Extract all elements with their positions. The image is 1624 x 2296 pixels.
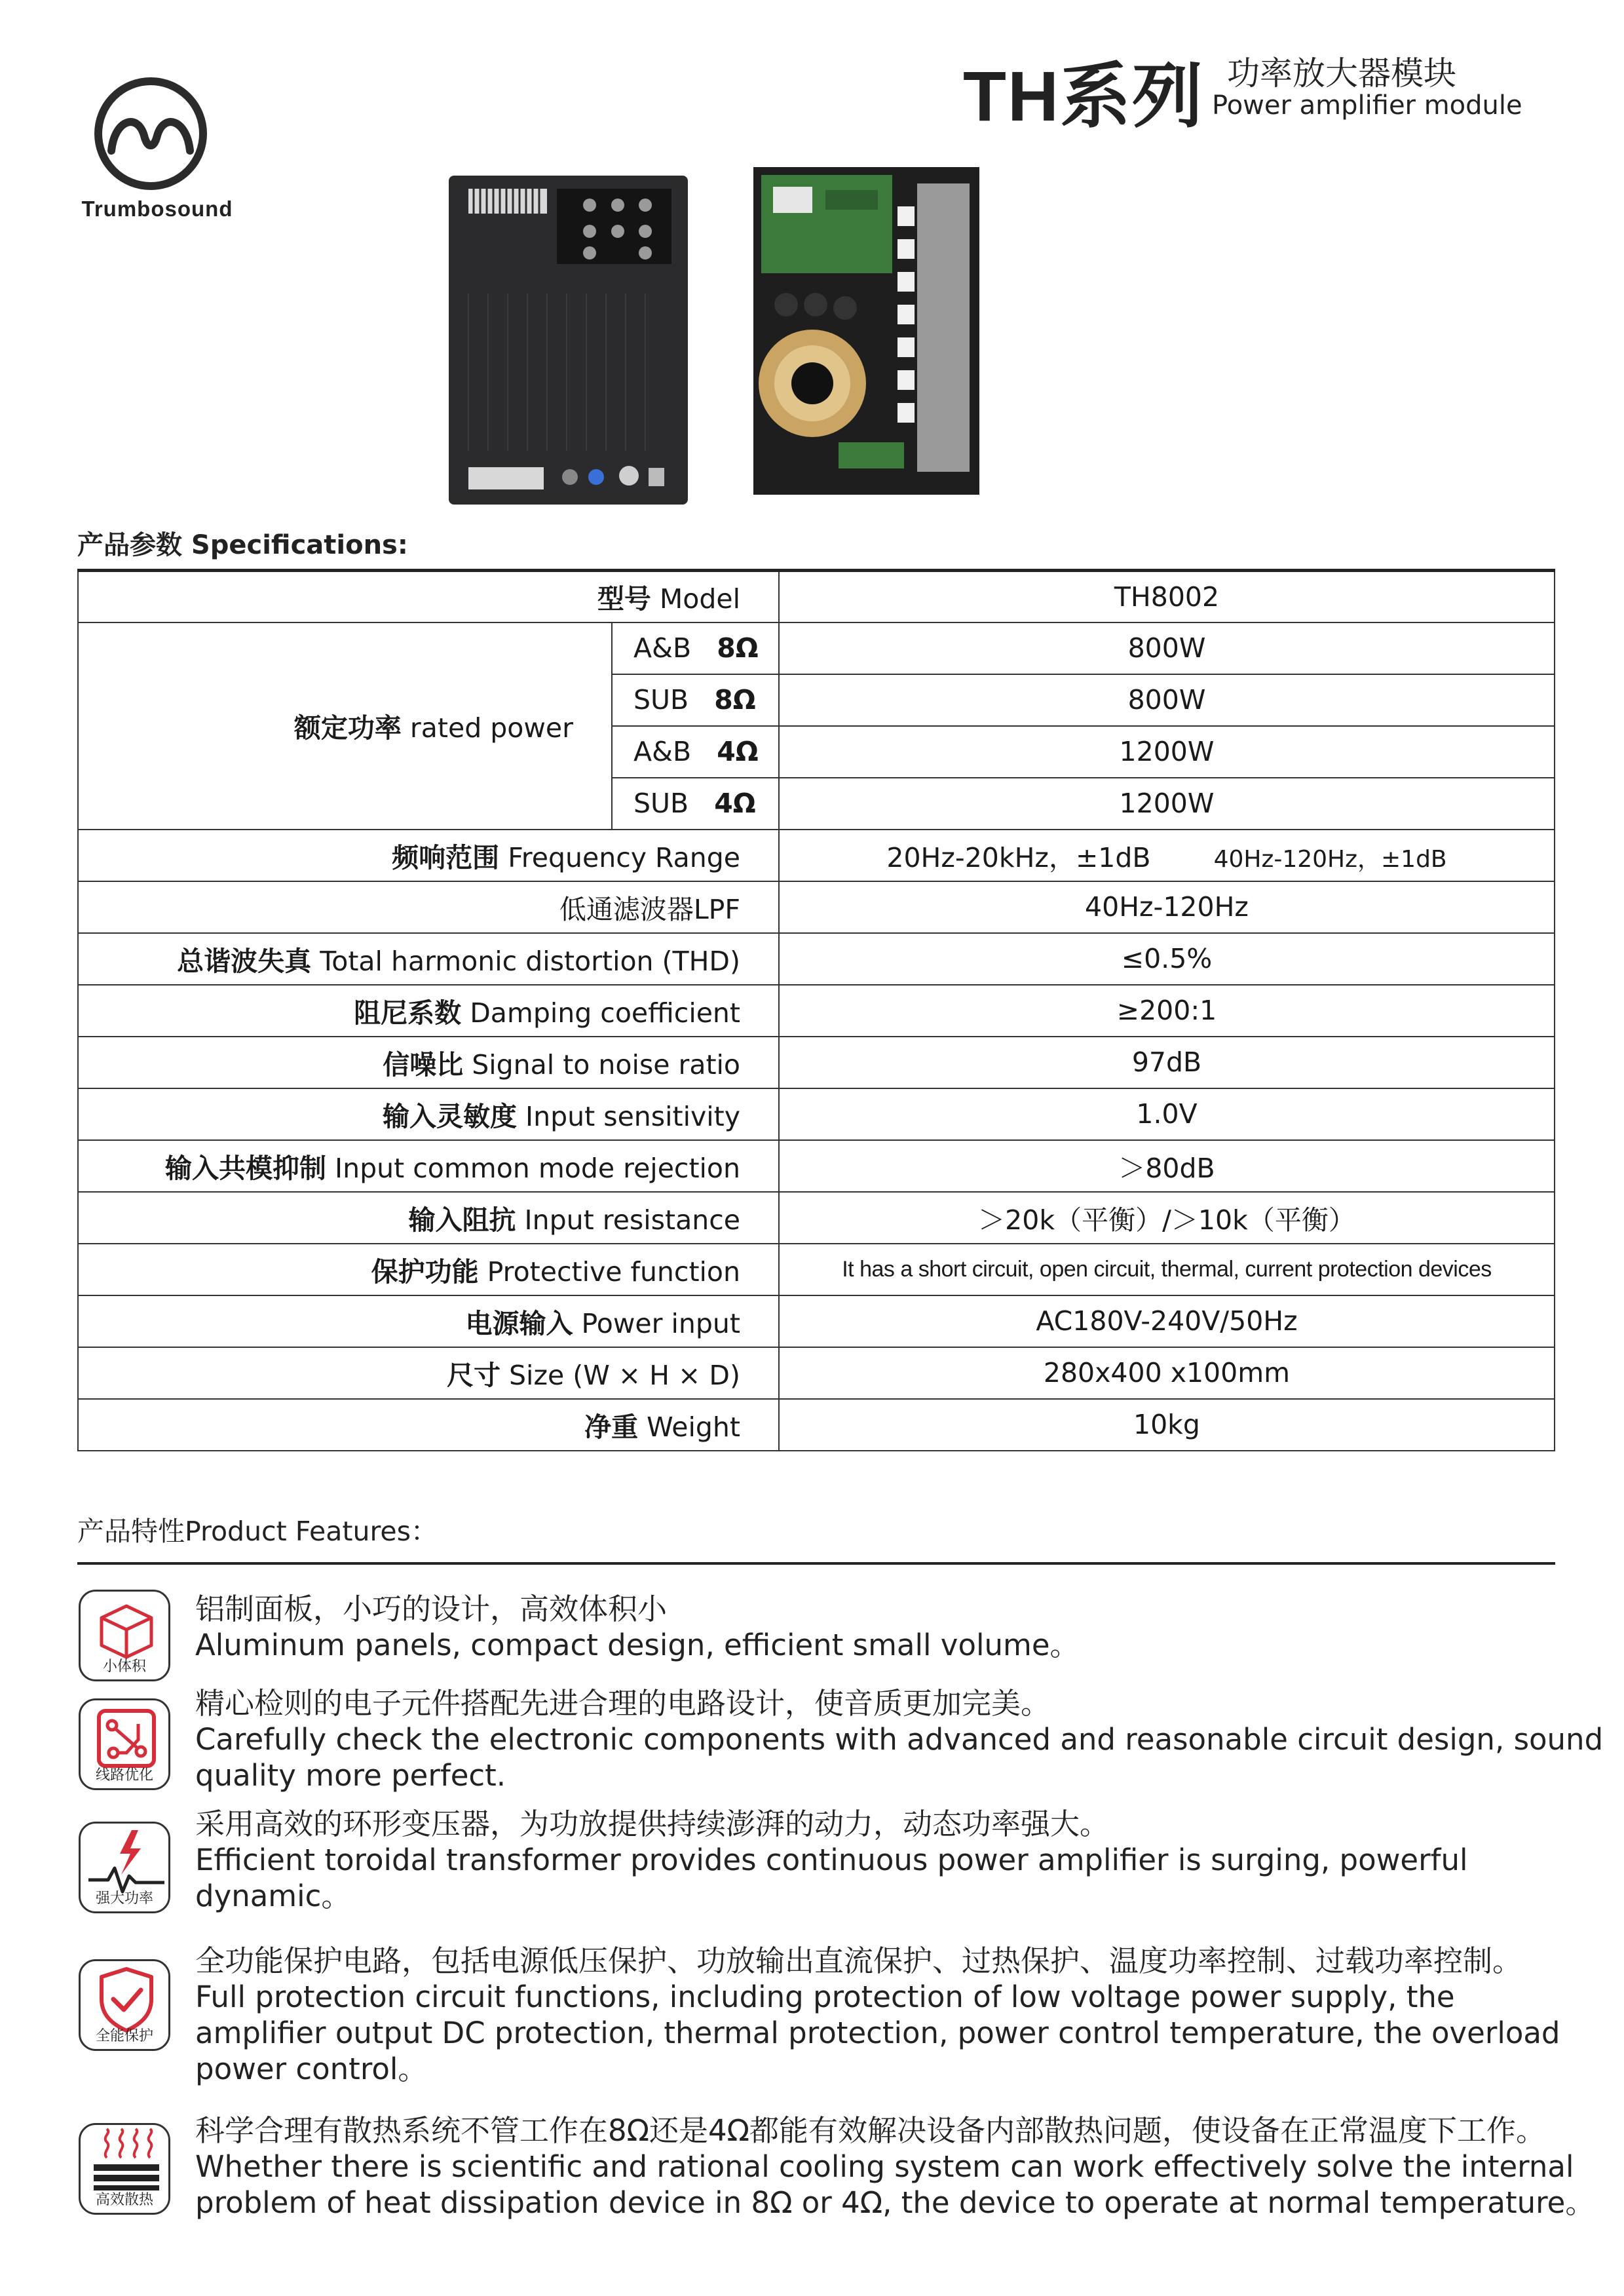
spec-label-thd: 总谐波失真 Total harmonic distortion (THD) [78, 933, 779, 985]
spec-label-size: 尺寸 Size (W × H × D) [78, 1347, 779, 1399]
spec-label-protective: 保护功能 Protective function [78, 1244, 779, 1295]
spec-value-cmr: ＞80dB [779, 1140, 1555, 1192]
spec-label-cmr: 输入共模抑制 Input common mode rejection [78, 1140, 779, 1192]
spec-label-model: 型号 Model [78, 571, 779, 622]
title-cn: 功率放大器模块 [1227, 54, 1456, 92]
product-photo-front [449, 176, 688, 505]
rated-power-value-1: 800W [779, 622, 1555, 674]
feature-caption: 小体积 [102, 1658, 146, 1675]
series-title: TH系列 [963, 56, 1204, 136]
spec-value-frequency: 20Hz-20kHz，±1dB 40Hz-120Hz，±1dB [779, 830, 1555, 881]
spec-label-power-input: 电源输入 Power input [78, 1295, 779, 1347]
product-photo-internal [753, 167, 979, 495]
spec-value-damping: ≥200:1 [779, 985, 1555, 1037]
spec-label-resistance: 输入阻抗 Input resistance [78, 1192, 779, 1244]
spec-label-weight: 净重 Weight [78, 1399, 779, 1451]
rated-power-value-2: 800W [779, 674, 1555, 726]
table-row [78, 1295, 1555, 1347]
specifications-table [77, 569, 1555, 1451]
circuit-icon [79, 1698, 170, 1790]
spec-value-weight: 10kg [779, 1399, 1555, 1451]
features-heading: 产品特性Product Features： [77, 1516, 438, 1547]
feature-text-4: 全功能保护电路，包括电源低压保护、功放输出直流保护、过热保护、温度功率控制、过载功率控制。 Full protection circuit functions, including protection of low voltage power supply, the amplifier output DC protection, thermal protection, power control temperature, the overload power control。 [195, 1943, 1560, 2086]
table-row [78, 830, 1555, 881]
rated-power-sub-2: SUB 8Ω [612, 674, 779, 726]
spec-value-power-input: AC180V-240V/50Hz [779, 1295, 1555, 1347]
spec-value-sensitivity: 1.0V [779, 1088, 1555, 1140]
table-row [78, 1088, 1555, 1140]
rated-power-value-3: 1200W [779, 726, 1555, 778]
specifications-heading: 产品参数 Specifications: [77, 530, 408, 560]
spec-value-snr: 97dB [779, 1037, 1555, 1088]
table-row [78, 571, 1555, 622]
cube-icon [79, 1590, 170, 1681]
spec-value-lpf: 40Hz-120Hz [779, 881, 1555, 933]
heat-dissipation-icon [79, 2123, 170, 2215]
rated-power-sub-3: A&B 4Ω [612, 726, 779, 778]
brand-name: Trumbosound [81, 197, 233, 221]
feature-caption: 全能保护 [95, 2028, 153, 2044]
spec-label-rated-power: 额定功率 rated power [78, 622, 612, 830]
rated-power-sub-4: SUB 4Ω [612, 778, 779, 830]
feature-caption: 线路优化 [95, 1767, 153, 1784]
rated-power-sub-1: A&B 8Ω [612, 622, 779, 674]
spec-label-lpf: 低通滤波器LPF [78, 881, 779, 933]
spec-value-protective: It has a short circuit, open circuit, thermal, current protection devices [779, 1244, 1555, 1295]
feature-text-5: 科学合理有散热系统不管工作在8Ω还是4Ω都能有效解决设备内部散热问题，使设备在正常温度下工作。 Whether there is scientific and rational cooling system can work effectively solve the internal problem of heat dissipation device in 8Ω or 4Ω, the device to operate at normal temperature。 [195, 2113, 1595, 2220]
rated-power-value-4: 1200W [779, 778, 1555, 830]
features-divider [77, 1562, 1555, 1565]
spec-label-sensitivity: 输入灵敏度 Input sensitivity [78, 1088, 779, 1140]
feature-caption: 高效散热 [95, 2192, 153, 2208]
spec-label-damping: 阻尼系数 Damping coefficient [78, 985, 779, 1037]
spec-value-size: 280x400 x100mm [779, 1347, 1555, 1399]
table-row [78, 881, 1555, 933]
feature-text-3: 采用高效的环形变压器，为功放提供持续澎湃的动力，动态功率强大。 Efficient toroidal transformer provides continuous power amplifier is surging, powerful dynamic。 [195, 1807, 1468, 1913]
table-row [78, 933, 1555, 985]
spec-label-snr: 信噪比 Signal to noise ratio [78, 1037, 779, 1088]
spec-value-model: TH8002 [779, 571, 1555, 622]
feature-text-2: 精心检则的电子元件搭配先进合理的电路设计，使音质更加完美。 Carefully check the electronic components with advanced and reasonable circuit design, sound quality more perfect. [195, 1686, 1604, 1793]
trumbosound-logo [92, 73, 210, 191]
table-row [78, 1399, 1555, 1451]
feature-text-1: 铝制面板，小巧的设计，高效体积小 Aluminum panels, compact design, efficient small volume。 [195, 1592, 1080, 1662]
feature-caption: 强大功率 [95, 1890, 153, 1907]
lightning-pulse-icon [79, 1822, 170, 1913]
spec-value-thd: ≤0.5% [779, 933, 1555, 985]
title-en: Power amplifier module [1212, 90, 1522, 121]
shield-check-icon [79, 1959, 170, 2051]
table-row [78, 1037, 1555, 1088]
table-row [78, 1192, 1555, 1244]
spec-label-frequency: 频响范围 Frequency Range [78, 830, 779, 881]
spec-value-resistance: ＞20k（平衡）/＞10k（平衡） [779, 1192, 1555, 1244]
table-row [78, 985, 1555, 1037]
table-row [78, 1140, 1555, 1192]
table-row [78, 622, 1555, 674]
table-row [78, 1244, 1555, 1295]
table-row [78, 1347, 1555, 1399]
